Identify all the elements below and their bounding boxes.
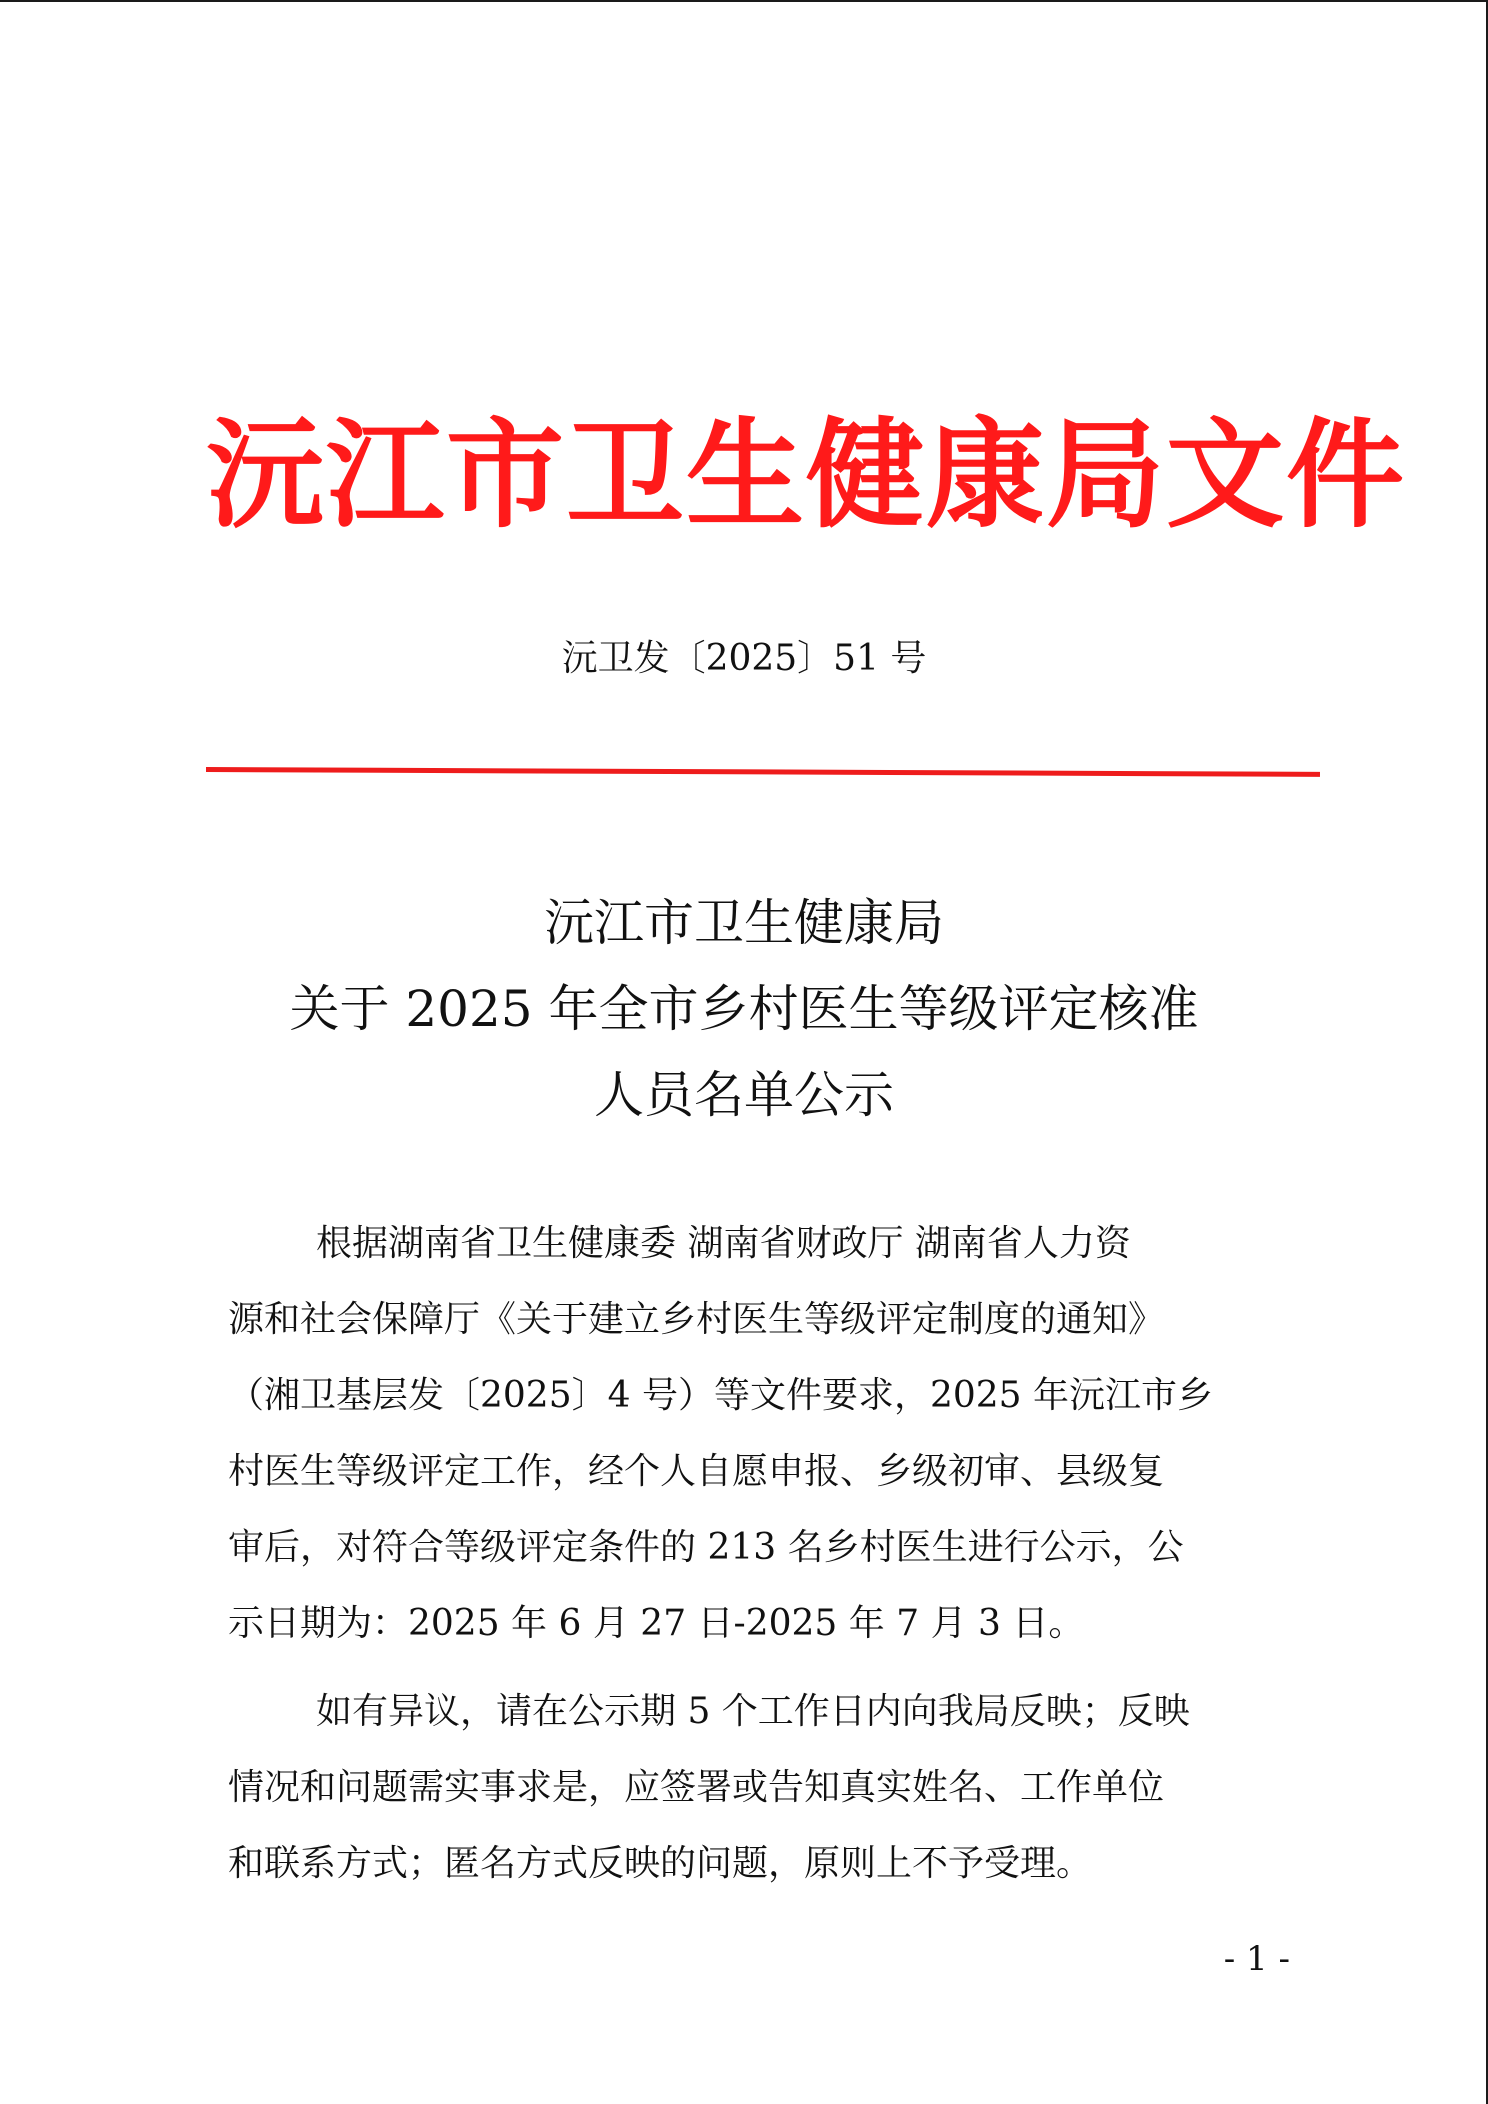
- paragraph-line: 根据湖南省卫生健康委 湖南省财政厅 湖南省人力资: [316, 1223, 1131, 1264]
- paragraph-line: 源和社会保障厅《关于建立乡村医生等级评定制度的通知》: [228, 1299, 1165, 1340]
- title-line-2: 关于 2025 年全市乡村医生等级评定核准: [289, 980, 1199, 1038]
- paragraph-line: 村医生等级评定工作，经个人自愿申报、乡级初审、县级复: [228, 1451, 1165, 1492]
- body-paragraph-2: [228, 1674, 1260, 1902]
- paragraph-line: 示日期为：2025 年 6 月 27 日-2025 年 7 月 3 日。: [228, 1603, 1085, 1644]
- paragraph-line: 情况和问题需实事求是，应签署或告知真实姓名、工作单位: [228, 1767, 1165, 1808]
- title-line-3: 人员名单公示: [594, 1066, 894, 1124]
- page-number: - 1 -: [1223, 1939, 1290, 1979]
- title-line-1: 沅江市卫生健康局: [544, 894, 944, 952]
- document-number: 沅卫发〔2025〕51 号: [561, 638, 927, 679]
- document-masthead: 沅江市卫生健康局文件: [206, 405, 1407, 544]
- paragraph-line: 审后，对符合等级评定条件的 213 名乡村医生进行公示，公: [228, 1527, 1184, 1568]
- paragraph-line: 如有异议，请在公示期 5 个工作日内向我局反映；反映: [316, 1691, 1190, 1732]
- paragraph-line: 和联系方式；匿名方式反映的问题，原则上不予受理。: [228, 1843, 1093, 1884]
- body-paragraph-1: [228, 1206, 1260, 1662]
- notice-title: [0, 880, 1488, 1138]
- paragraph-line: （湘卫基层发〔2025〕4 号）等文件要求，2025 年沅江市乡: [228, 1375, 1214, 1416]
